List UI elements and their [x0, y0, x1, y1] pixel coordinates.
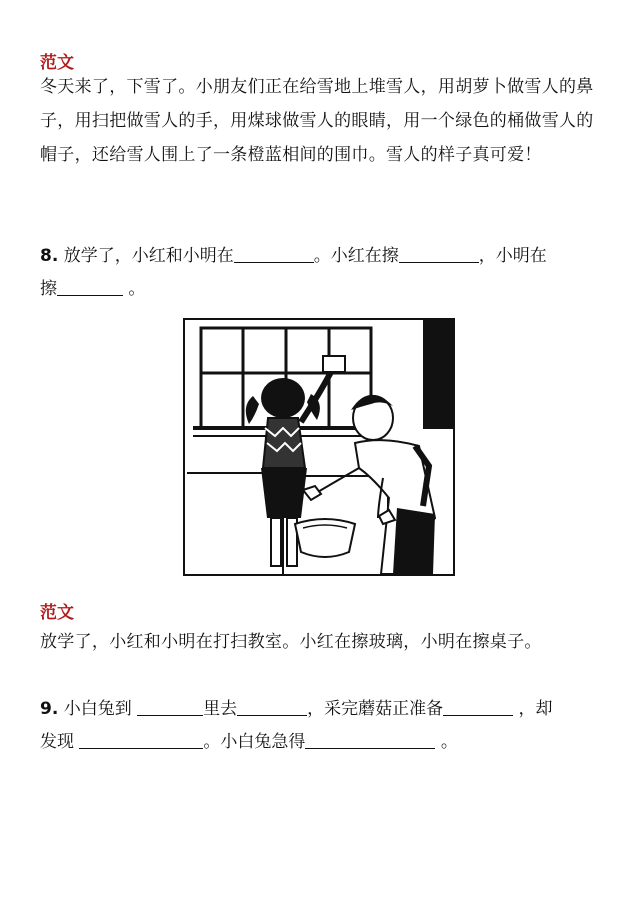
- question-text: 小白兔到: [63, 699, 132, 719]
- question-text: 。: [128, 279, 146, 299]
- question-text: 发现: [40, 732, 74, 752]
- question-text: ，小明在: [478, 246, 547, 266]
- question-text: 。小红在擦: [313, 246, 399, 266]
- question-text: 擦: [40, 279, 57, 299]
- answer-blank[interactable]: [305, 732, 435, 749]
- model-answer-label-1: 范文: [40, 53, 74, 73]
- model-answer-text-1: 冬天来了，下雪了。小朋友们正在给雪地上堆雪人，用胡萝卜做雪人的鼻子，用扫把做雪人的手，用煤球做雪人的眼睛，用一个绿色的桶做雪人的帽子，还给雪人围上了一条橙蓝相间的围巾。雪人的样子真可爱！: [40, 77, 594, 165]
- children-cleaning-illustration: [183, 318, 455, 576]
- question-number: 9.: [40, 699, 59, 719]
- question-9: [40, 693, 610, 759]
- answer-blank[interactable]: [237, 699, 307, 716]
- question-text: 里去: [203, 699, 238, 719]
- answer-blank[interactable]: [57, 279, 123, 296]
- answer-blank[interactable]: [399, 246, 479, 263]
- question-8: [40, 240, 610, 306]
- model-answer-text-2: 放学了，小红和小明在打扫教室。小红在擦玻璃，小明在擦桌子。: [40, 632, 542, 652]
- answer-blank[interactable]: [443, 699, 513, 716]
- answer-blank[interactable]: [137, 699, 203, 716]
- question-text: ，却: [518, 699, 553, 719]
- question-text: 。: [440, 732, 458, 752]
- model-answer-label-2: 范文: [40, 603, 74, 623]
- question-text: 放学了，小红和小明在: [63, 246, 234, 266]
- answer-blank[interactable]: [79, 732, 203, 749]
- question-text: ，采完蘑菇正准备: [307, 699, 444, 719]
- answer-blank[interactable]: [234, 246, 314, 263]
- question-number: 8.: [40, 246, 59, 266]
- question-text: 。小白兔急得: [203, 732, 306, 752]
